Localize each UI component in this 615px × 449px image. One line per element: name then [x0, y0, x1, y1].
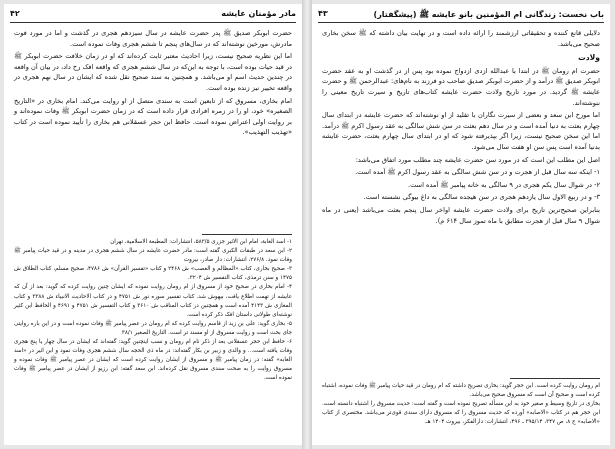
footnote: ام رومان روایت کرده است. این حجر گوید: بخاری تصریح داشته که ام رومان در قید حیات پیامبر ﷺ وفات نموده، اشتباه کرده است و صحیح آن است که مسروق صحیح می‌باشد.: [322, 383, 600, 399]
paragraph: اصل این مطلب این است که در مورد سن حضرت عایشه چند مطلب مورد اتفاق می‌باشد:: [355, 155, 600, 164]
paragraph: دلایلی قانع کننده و تحقیقاتی ارزشمند را ارائه داده است و در نهایت بیان داشته که ﷺ سخن بخاری صحیح می‌باشد.: [322, 29, 600, 48]
footnote: ۳- صحیح بخاری، کتاب «المظالم و الغصب» ش ۲۴۶۸ و کتاب «تفسیر القرآن» ش ۴۷۸۶، صحیح مسلم، کتاب الطلاق ش ۱۴۷۵ و سنن ترمذی، کتاب التفسیر ش ۳۲۰۴.: [14, 266, 292, 282]
footnote-separator: [510, 378, 600, 379]
page-header: [318, 8, 604, 23]
footnotes: [14, 238, 292, 384]
section-heading: ولادت: [578, 53, 600, 63]
footnotes: [322, 382, 600, 427]
page-number: ۴۲: [10, 9, 20, 18]
footnote: بخاری در تاریخ وسیط و صغیر خود به این مسأله تصریح نموده است و گفته است: حدیث مسروق را اشتباه دانسته است. ابن حجر هم در کتاب «الاصابه» آورده که حدیث مسروق را که مسروق دارای سندی قوی‌تر می‌باشد. مختصری از کتاب «الاصابه» ج ۸، ص ۳۴۷، ۳۹۵/۱۴ ـ ۴۹۶، انتشارات: دارالفکر، بیروت ۱۴۰۴ هـ.: [322, 401, 600, 426]
list-item: ۳- و در ربیع الاول سال یازدهم هجری در سن هیجده سالگی به داغ بیوگی نشسته است.: [363, 193, 600, 202]
paragraph: حضرت ام رومان ﷺ در ابتدا با عبدالله ازدی ازدواج نموده بود پس از در گذشت او به عقد حضرت ابوبکر صدیق ﷺ درآمد و از حضرت ابوبکر صدیق صاحب دو فرزند به نام‌های: عبدالرحمن ﷺ و حضرت عایشه ﷺ گردید. در مورد تاریخ ولادت حضرت عایشه کتاب‌های تاریخ و سیرت تاریخ معینی را ننوشته‌اند.: [322, 66, 600, 107]
page-number: ۴۳: [318, 9, 328, 18]
page-body: [322, 28, 600, 228]
footnote: ۱- اسد الغابة، امام ابن الاثیر جزری ۵۸۳/۵، انتشارات: المطبعة الاسلامیة، تهران: [110, 239, 292, 245]
footnote: ۴- امام بخاری در صحیح خود از مسروق از ام رومان روایت نموده که ایشان چنین روایت کرده که گوید: بعد از آن که عایشه از تهمت اطلاع یافت، بیهوش شد. کتاب تفسیر سوره نور ش ۴۷۵۱ و در کتاب الاحادیث الانبیاء ش ۳۳۸۸ و کتاب المغازی ش ۴۱۴۳ آمده است و همچنین در کتاب المناقب ش ۳۶۱۰ و کتاب التفسیر ش ۴۷۵۱ و ۴۶۹۱ و الحافظ ابن کثیر نوشته‌ای طولانی داستان افک ذکر کرده است.: [14, 284, 292, 318]
page-header: [10, 8, 296, 23]
running-title: مادر مؤمنان عایشه: [221, 9, 296, 18]
paragraph: اما این نظریه صحیح نیست، زیرا احادیث معتبر ثابت کرده‌اند که او در زمان خلافت حضرت ابوبکر ﷺ در قید حیات بوده است، با توجه به این‌که در سال ششم هجری که واقعه افک رخ داد، در بیان آن واقعه در چندین حدیث اسم او می‌باشد. و همچنین به سند صحیح نقل شده که ایشان در سال نهم هجری در واقعه تخییر نیز زنده بوده است.: [14, 52, 292, 92]
footnote-separator: [202, 234, 292, 235]
running-title: باب نخست: زندگانی ام المؤمنین بانو عایشه ﷺ (پیشگفتار): [373, 10, 604, 19]
right-page: [312, 4, 610, 445]
page-body: [14, 28, 292, 140]
paragraph: بنابراین صحیح‌ترین تاریخ برای ولادت حضرت عایشه اواخر سال پنجم بعثت می‌باشد (یعنی در ماه شوال ۹ سال قبل از هجرت مطابق با ماه تموز سال ۶۱۴ م).: [322, 205, 600, 225]
left-page: [4, 4, 302, 445]
paragraph: اما مورخ ابن سعد و بعضی از سیرت نگاران با تقلید از او نوشته‌اند که حضرت عایشه در ابتدای سال چهارم بعثت به دنیا آمده است و در سال دهم بعثت در سن شش سالگی به عقد رسول اکرم ﷺ درآمد. اما این سخن صحیح نیست، زیرا اگر بپذیرفته شود که او در ابتدای سال چهارم بعثت، حضرت عایشه بدنیا آمده است پس سن او هفت سال می‌شود.: [322, 111, 600, 151]
footnote: ۶- حافظ ابن حجر عسقلانی بعد از ذکر نام ام رومان و نسب اینچنین گوید: گفته‌اند که ایشان در سال چهار یا پنج هجری وفات یافته است... و والدی و زبیر بن بکار گفته‌اند: در ماه ذی الحجه سال ششم هجری وفات نمود و ابن اثیر در «اسد الغابه» گفته: در زمان پیامبر ﷺ و مسروق از ایشان روایت کرده است که ایشان در عصر پیامبر ﷺ وفات نموده و مسروق روایت را به صحت سندی مسروق نقل کرده‌اند. ابن سعد گفته: ابن رزیو از ایشان در عصر پیامبر ﷺ وفات نموده است.: [14, 339, 292, 382]
book-gutter: [302, 0, 312, 449]
paragraph: حضرت ابوبکر صدیق ﷺ پدر حضرت عایشه در سال سیزدهم هجری در گذشت و اما در مورد فوت مادرش، مورخین نوشته‌اند که در سال‌های پنجم تا ششم هجری وفات نموده است.: [14, 29, 292, 48]
list-item: ۱- اینکه سه سال قبل از هجرت و در سن شش سالگی به عقد رسول اکرم ﷺ آمده است.: [355, 168, 600, 177]
list-item: ۲- در شوال سال یکم هجری در ۹ سالگی به خانه پیامبر ﷺ آمده است.: [407, 180, 600, 189]
paragraph: امام بخاری، مسروق که از تابعین است به سندی متصل از او روایت می‌کند. امام بخاری در «التاریخ الصغیره» خود، او را در زمره افرادی قرار داده است که در زمان حضرت ابوبکر ﷺ وفات نموده‌اند و بر روایت اولی اعتراض نموده است. حافظ ابن حجر عسقلانی هم بخاری را تأیید نموده است در کتاب «تهذیب التهذیب».: [14, 96, 292, 137]
footnote: ۲- ابن سعد در طبقات الکبری گفته است: مادر حضرت عایشه در سال ششم هجری در مدینه و در قید حیات پیامبر ﷺ وفات نمود. ۲۷۶/۸، انتشارات: دار صادر، بیروت: [14, 248, 292, 264]
footnote: ۵- بخاری گوید: علی بن زید از قاسم روایت کرده که ام رومان در عصر پیامبر ﷺ وفات نموده است و در این باره روایتی جای بحث است و روایت مسروق از او مسند تر است. التاریخ الصغیر ۳۸/۱: [14, 320, 292, 336]
